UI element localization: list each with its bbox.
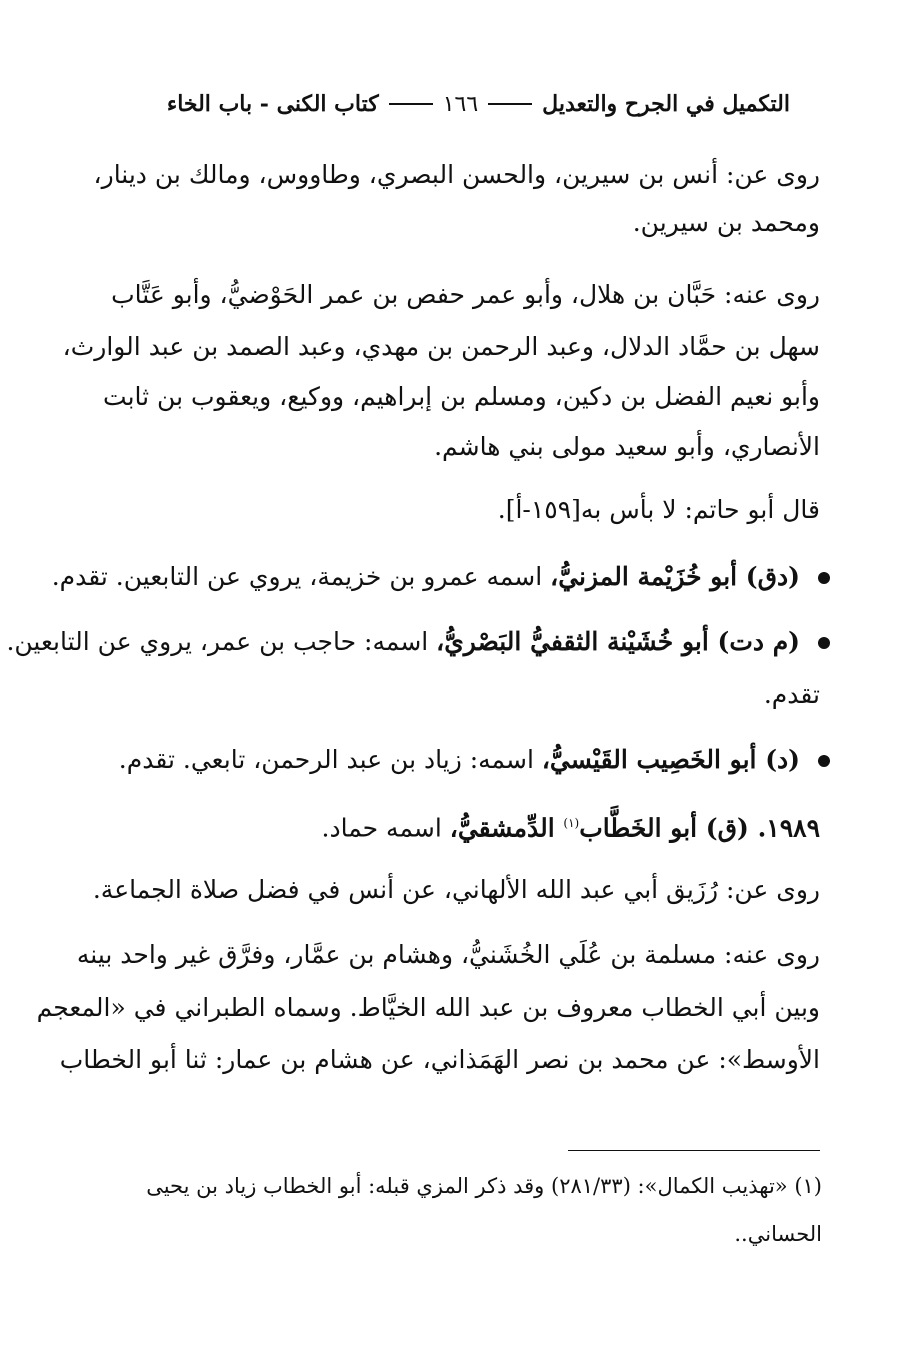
text-line: روى عنه: حَبَّان بن هلال، وأبو عمر حفص بن عمر الحَوْضيُّ، وأبو عَتَّاب xyxy=(111,280,820,309)
bullet-description: اسمه عمرو بن خزيمة، يروي عن التابعين. تقدم. xyxy=(51,562,551,591)
bullet-name: (دق) أبو خُزَيْمة المزنيُّ، xyxy=(550,562,800,591)
entry-description: اسمه حماد. xyxy=(321,813,450,843)
text-line: ومحمد بن سيرين. xyxy=(632,208,820,237)
text-line: وبين أبي الخطاب معروف بن عبد الله الخيَّاط. وسماه الطبراني في «المعجم xyxy=(36,993,820,1022)
bullet-dot-icon xyxy=(818,755,830,767)
header-book-title: التكميل في الجرح والتعديل xyxy=(542,91,790,117)
text-line: روى عن: رُزَيق أبي عبد الله الألهاني، عن أنس في فضل صلاة الجماعة. xyxy=(92,875,820,904)
text-line: روى عن: أنس بن سيرين، والحسن البصري، وطاووس، ومالك بن دينار، xyxy=(93,160,820,189)
bullet-dot-icon xyxy=(818,637,830,649)
entry-nisba: الدِّمشقيُّ، xyxy=(449,813,564,843)
text-line: الأوسط»: عن محمد بن نصر الهَمَذاني، عن هشام بن عمار: ثنا أبو الخطاب xyxy=(59,1045,820,1074)
entry-heading xyxy=(70,803,820,848)
footnote-line: الحساني.. xyxy=(734,1222,822,1246)
footnote-line: (١) «تهذيب الكمال»: (٢٨١/٣٣) وقد ذكر المزي قبله: أبو الخطاب زياد بن يحيى xyxy=(146,1174,822,1198)
bullet-description: اسمه: حاجب بن عمر، يروي عن التابعين. xyxy=(6,627,437,656)
footnote-ref: (١) xyxy=(563,816,580,830)
footnote-separator xyxy=(568,1150,820,1151)
bullet-description: اسمه: زياد بن عبد الرحمن، تابعي. تقدم. xyxy=(118,745,542,774)
bullet-continuation: تقدم. xyxy=(763,680,820,709)
text-line: وأبو نعيم الفضل بن دكين، ومسلم بن إبراهيم، ووكيع، ويعقوب بن ثابت xyxy=(103,382,820,411)
header-dash xyxy=(488,103,532,105)
header-section-title: كتاب الكنى - باب الخاء xyxy=(166,91,379,117)
header-page-number: ١٦٦ xyxy=(442,91,479,117)
entry-number-name: ١٩٨٩. (ق) أبو الخَطَّاب xyxy=(579,813,820,843)
text-line: قال أبو حاتم: لا بأس به[١٥٩-أ]. xyxy=(497,495,820,524)
text-line: روى عنه: مسلمة بن عُلَي الخُشَنيُّ، وهشام بن عمَّار، وفرَّق غير واحد بينه xyxy=(76,940,820,969)
text-line: سهل بن حمَّاد الدلال، وعبد الرحمن بن مهدي، وعبد الصمد بن عبد الوارث، xyxy=(62,332,820,361)
header-dash xyxy=(389,103,433,105)
bullet-name: (م دت) أبو خُشَيْنة الثقفيُّ البَصْريُّ، xyxy=(436,627,800,656)
bullet-name: (د) أبو الخَصِيب القَيْسيُّ، xyxy=(541,745,800,774)
bullet-dot-icon xyxy=(818,572,830,584)
text-line: الأنصاري، وأبو سعيد مولى بني هاشم. xyxy=(434,432,820,461)
page-header xyxy=(140,86,790,122)
